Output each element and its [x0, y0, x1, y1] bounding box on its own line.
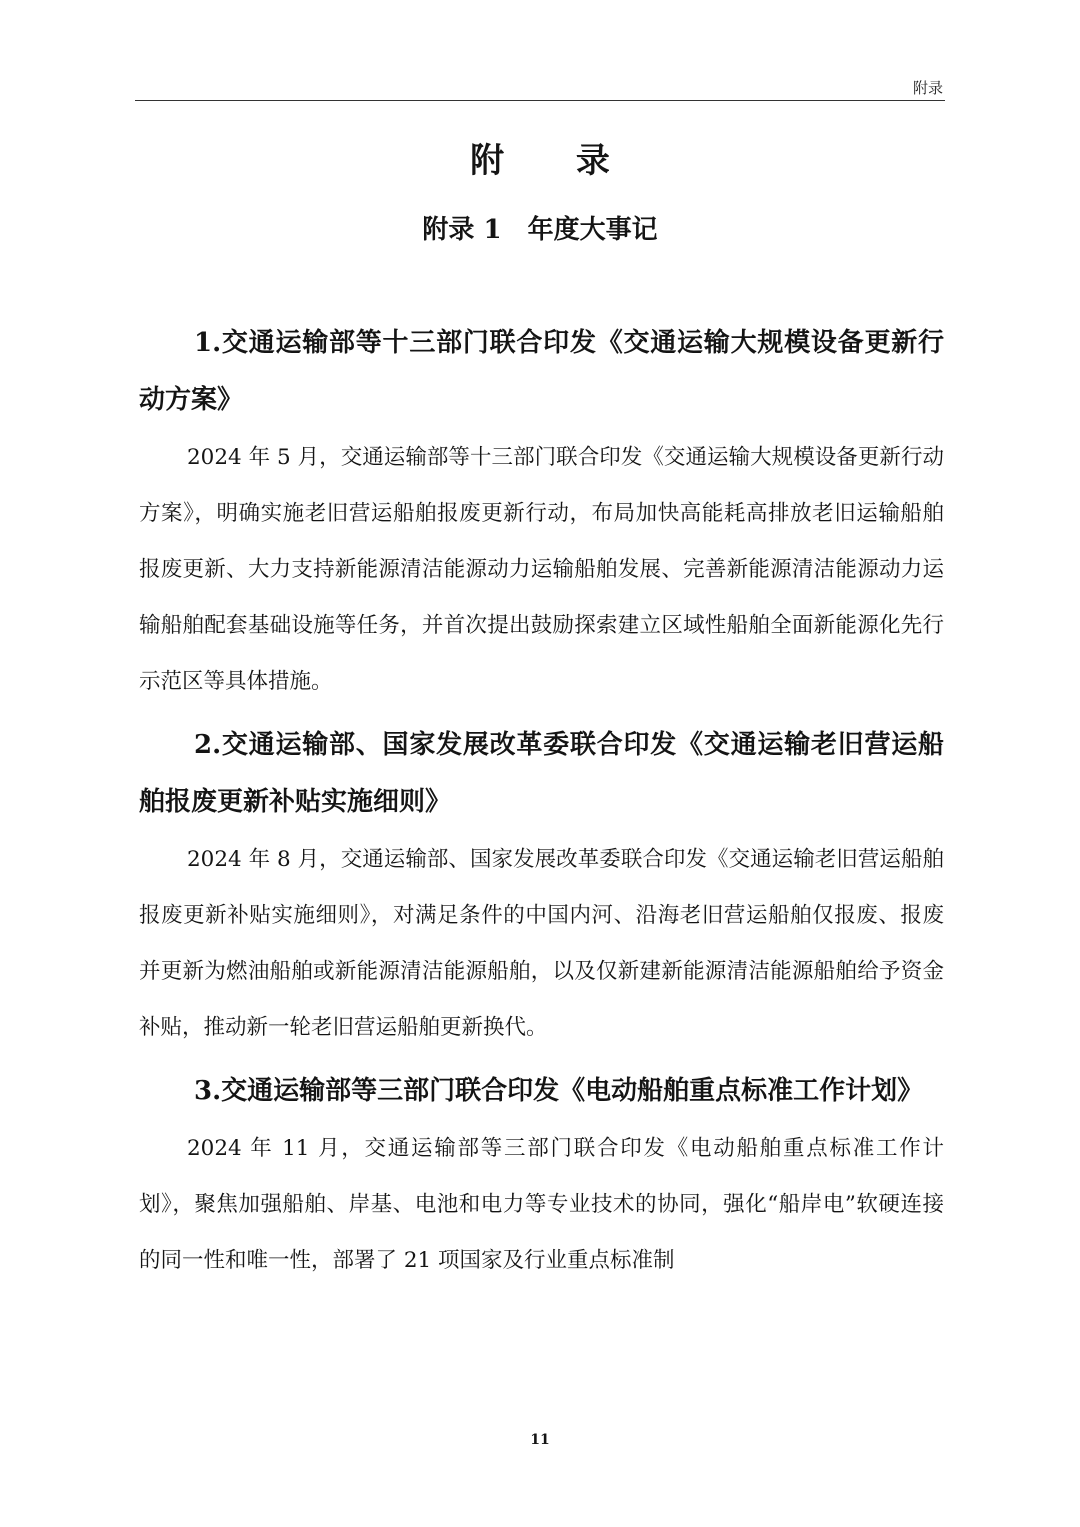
page-title: 附 录 — [470, 141, 640, 181]
section-3 — [139, 1063, 944, 1289]
running-header-title: 附录 — [912, 79, 943, 97]
header-rule — [135, 100, 945, 101]
page-number: 11 — [530, 1432, 550, 1448]
section-heading: 2.交通运输部、国家发展改革委联合印发《交通运输老旧营运船舶报废更新补贴实施细则》 — [139, 730, 944, 817]
section-body: 2024 年 5 月，交通运输部等十三部门联合印发《交通运输大规模设备更新行动方案》，明确实施老旧营运船舶报废更新行动，布局加快高能耗高排放老旧运输船舶报废更新、大力支持新能源清洁能源动力运输船舶发展、完善新能源清洁能源动力运输船舶配套基础设施等任务，并首次提出鼓励探索建立区域性船舶全面新能源化先行示范区等具体措施。 — [139, 445, 944, 694]
section-1 — [139, 315, 944, 710]
section-body: 2024 年 8 月，交通运输部、国家发展改革委联合印发《交通运输老旧营运船舶报废更新补贴实施细则》，对满足条件的中国内河、沿海老旧营运船舶仅报废、报废并更新为燃油船舶或新能源清洁能源船舶，以及仅新建新能源清洁能源船舶给予资金补贴，推动新一轮老旧营运船舶更新换代。 — [139, 847, 944, 1040]
section-heading: 1.交通运输部等十三部门联合印发《交通运输大规模设备更新行动方案》 — [139, 328, 944, 415]
main-content — [139, 315, 944, 1296]
appendix-subtitle: 附录 1 年度大事记 — [422, 215, 658, 245]
section-heading: 3.交通运输部等三部门联合印发《电动船舶重点标准工作计划》 — [194, 1076, 924, 1106]
section-body: 2024 年 11 月，交通运输部等三部门联合印发《电动船舶重点标准工作计划》，聚焦加强船舶、岸基、电池和电力等专业技术的协同，强化“船岸电”软硬连接的同一性和唯一性，部署了 21 项国家及行业重点标准制 — [139, 1136, 944, 1273]
section-2 — [139, 717, 944, 1056]
